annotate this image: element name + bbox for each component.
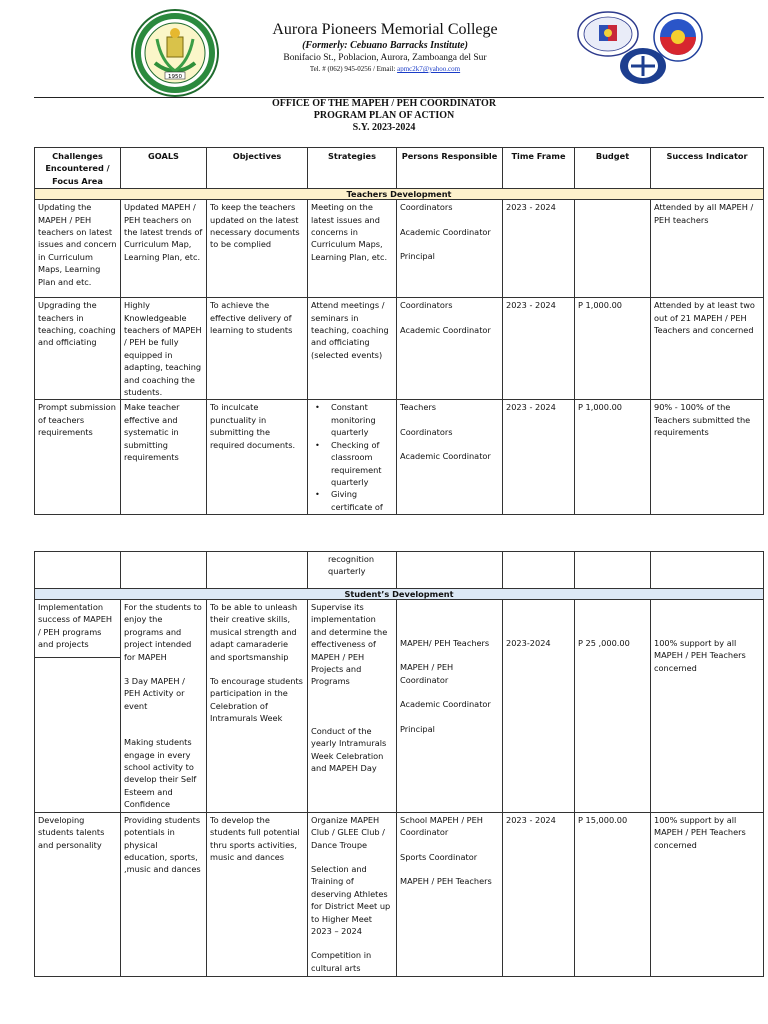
- strategy-continued: recognition quarterly: [328, 554, 375, 577]
- cell-persons: [397, 400, 503, 515]
- college-contact: [225, 64, 545, 74]
- person: Sports Coordinator: [400, 851, 478, 862]
- section-teachers-development: [35, 189, 764, 200]
- cell-goal: Providing students potentials in physical education, sports, ,music and dances: [121, 812, 207, 976]
- section-students-development: [35, 589, 764, 600]
- goal-item: 3 Day MAPEH / PEH Activity or event: [124, 676, 185, 711]
- person: School MAPEH / PEH Coordinator: [400, 814, 483, 838]
- strategy-bullet: • Constant monitoring quarterly: [311, 401, 393, 438]
- strategy-item: Supervise its implementation and determine the effectiveness of MAPEH / PEH Projects and Programs: [311, 602, 388, 687]
- col-persons: Persons Responsible: [397, 148, 503, 189]
- cell-empty: [575, 552, 651, 589]
- college-former-name: (Formerly: Cebuano Barracks Institute): [302, 40, 468, 51]
- cell-timeframe: 2023 - 2024: [503, 400, 575, 515]
- person: Coordinators: [400, 300, 453, 311]
- email-link[interactable]: apmc2k7@yahoo.com: [397, 65, 461, 73]
- college-seal-icon: [131, 9, 219, 97]
- college-name: Aurora Pioneers Memorial College: [272, 21, 498, 38]
- person: Teachers: [400, 402, 437, 413]
- cell-objective: To achieve the effective delivery of learning to students: [207, 298, 308, 400]
- cell-persons: [397, 600, 503, 813]
- table-row: [35, 600, 764, 813]
- goal-item: Making students engage in every school activity to develop their Self Esteem and Confidence: [124, 737, 197, 810]
- person: Coordinators: [400, 202, 453, 213]
- plan-table-page1: [34, 147, 764, 515]
- strategy-item: Organize MAPEH Club / GLEE Club / Dance Troupe: [311, 814, 385, 850]
- person: Academic Coordinator: [400, 324, 491, 335]
- cell-objective: To inculcate punctuality in submitting the required documents.: [207, 400, 308, 515]
- seal-year: 1950: [168, 74, 182, 80]
- person: MAPEH / PEH Teachers: [400, 875, 492, 886]
- cell-challenge: Prompt submission of teachers requirements: [35, 400, 121, 515]
- strategy-bullet: • Checking of classroom requirement quarterly: [311, 439, 393, 489]
- cell-goal: Updated MAPEH / PEH teachers on the latest trends of Curriculum Map, Learning Plan, etc.: [121, 200, 207, 298]
- table-row: [35, 812, 764, 976]
- cell-challenge: Developing students talents and personality: [35, 812, 121, 976]
- person: Principal: [400, 251, 435, 262]
- cell-objective: [207, 600, 308, 813]
- col-challenges: Challenges Encountered / Focus Area: [35, 148, 121, 189]
- challenge-text: Implementation success of MAPEH / PEH programs and projects: [35, 600, 120, 658]
- cell-indicator: 90% - 100% of the Teachers submitted the requirements: [651, 400, 764, 515]
- office-title: OFFICE OF THE MAPEH / PEH COORDINATOR: [271, 98, 497, 109]
- cell-budget: P 1,000.00: [575, 400, 651, 515]
- table-header-row: [35, 148, 764, 189]
- table-row: [35, 298, 764, 400]
- cell-timeframe: 2023 - 2024: [503, 298, 575, 400]
- col-indicator: Success Indicator: [651, 148, 764, 189]
- strategy-item: Conduct of the yearly Intramurals Week Celebration and MAPEH Day: [311, 725, 387, 774]
- table-row-continued: [35, 552, 764, 589]
- col-timeframe: Time Frame: [503, 148, 575, 189]
- person: Academic Coordinator: [400, 451, 491, 462]
- objective-item: To be able to unleash their creative skills, musical strength and adapt camaraderie and sportsmanship: [210, 602, 298, 662]
- cell-empty: [207, 552, 308, 589]
- cell-strategy: Attend meetings / seminars in teaching, coaching and officiating (selected events): [308, 298, 397, 400]
- cell-timeframe: 2023 - 2024: [503, 812, 575, 976]
- document-titles: [0, 98, 768, 134]
- col-strategies: Strategies: [308, 148, 397, 189]
- contact-tel: Tel. # (062) 945-0256 / Email:: [309, 65, 398, 73]
- cell-strategy: Meeting on the latest issues and concerns in Curriculum Maps, Learning Plan, etc.: [308, 200, 397, 298]
- tesda-logo-icon: [619, 47, 667, 85]
- strategy-item: Competition in cultural arts: [311, 950, 372, 973]
- cell-challenge: [35, 600, 121, 813]
- person: Academic Coordinator: [400, 226, 491, 237]
- college-block: [225, 20, 545, 74]
- program-title: PROGRAM PLAN OF ACTION: [313, 110, 455, 121]
- table-row: [35, 400, 764, 515]
- col-objectives: Objectives: [207, 148, 308, 189]
- strategy-bullet: • Giving certificate of: [311, 488, 393, 513]
- goal-item: For the students to enjoy the programs and project intended for MAPEH: [124, 602, 202, 662]
- cell-indicator: Attended by all MAPEH / PEH teachers: [651, 200, 764, 298]
- cell-empty: [651, 552, 764, 589]
- cell-persons: [397, 812, 503, 976]
- school-year: S.Y. 2023-2024: [352, 122, 416, 133]
- cell-indicator: 100% support by all MAPEH / PEH Teachers concerned: [651, 600, 764, 813]
- plan-table-page2: [34, 551, 764, 977]
- person: MAPEH/ PEH Teachers: [400, 638, 490, 648]
- person: Principal: [400, 723, 435, 734]
- college-address: Bonifacio St., Poblacion, Aurora, Zamboanga del Sur: [283, 53, 487, 63]
- letterhead: [0, 0, 768, 100]
- cell-objective: To keep the teachers updated on the latest necessary documents to be complied: [207, 200, 308, 298]
- col-budget: Budget: [575, 148, 651, 189]
- cell-budget: [575, 200, 651, 298]
- cell-budget: P 15,000.00: [575, 812, 651, 976]
- cell-empty: [397, 552, 503, 589]
- strategy-item: Selection and Training of deserving Athletes for District Meet up to Higher Meet 2023 – 2024: [311, 863, 391, 936]
- objective-item: To encourage students participation in the Celebration of Intramurals Week: [210, 676, 303, 724]
- cell-budget: P 25 ,000.00: [575, 600, 651, 813]
- cell-timeframe: 2023-2024: [503, 600, 575, 813]
- cell-goal: [121, 600, 207, 813]
- section-label: Student’s Development: [35, 589, 764, 600]
- cell-indicator: Attended by at least two out of 21 MAPEH / PEH Teachers and concerned: [651, 298, 764, 400]
- cell-strategy: [308, 812, 397, 976]
- cell-strategy: [308, 400, 397, 515]
- person: MAPEH / PEH Coordinator: [400, 662, 454, 685]
- cell-indicator: 100% support by all MAPEH / PEH Teachers concerned: [651, 812, 764, 976]
- table-row: [35, 200, 764, 298]
- cell-empty: [503, 552, 575, 589]
- cell-persons: [397, 298, 503, 400]
- person: Coordinators: [400, 426, 453, 437]
- cell-goal: Highly Knowledgeable teachers of MAPEH / PEH be fully equipped in adapting, teaching and coaching the students.: [121, 298, 207, 400]
- cell-budget: P 1,000.00: [575, 298, 651, 400]
- cell-goal: Make teacher effective and systematic in submitting requirements: [121, 400, 207, 515]
- col-goals: GOALS: [121, 148, 207, 189]
- cell-strategy: [308, 600, 397, 813]
- cell-empty: [35, 552, 121, 589]
- cell-objective: To develop the students full potential thru sports activities, music and dances: [207, 812, 308, 976]
- person: Academic Coordinator: [400, 699, 491, 710]
- cell-challenge: Updating the MAPEH / PEH teachers on latest issues and concern in Curriculum Maps, Learning Plan and etc.: [35, 200, 121, 298]
- section-label: Teachers Development: [35, 189, 764, 200]
- cell-timeframe: 2023 - 2024: [503, 200, 575, 298]
- cell-empty: [121, 552, 207, 589]
- cell-challenge: Upgrading the teachers in teaching, coaching and officiating: [35, 298, 121, 400]
- cell-persons: [397, 200, 503, 298]
- cell-strategy: [308, 552, 397, 589]
